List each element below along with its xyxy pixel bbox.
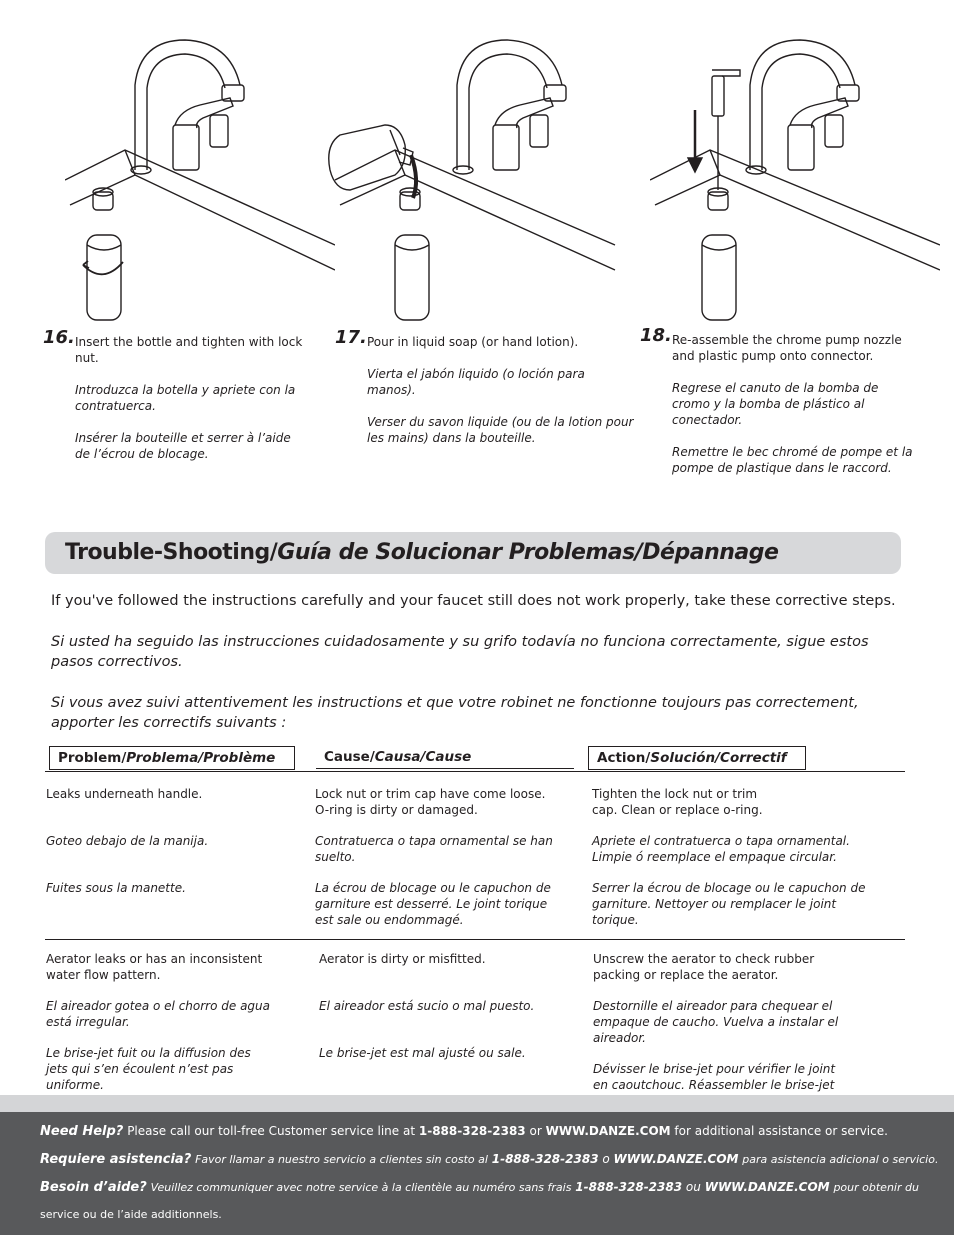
phone-number[interactable]: 1-888-328-2383 <box>418 1124 526 1138</box>
step-text-en: Re-assemble the chrome pump nozzle and plastic pump onto connector. <box>672 333 902 363</box>
step-16-illustration <box>65 30 335 325</box>
website-link[interactable]: WWW.DANZE.COM <box>613 1152 739 1166</box>
help-text: Please call our toll-free Customer service line at <box>127 1124 416 1138</box>
text-fr: Dévisser le brise-jet pour vérifier le joint en caoutchouc. Réassembler le brise-jet <box>593 1062 836 1092</box>
text-es: Contratuerca o tapa ornamental se han suelto. <box>315 834 553 864</box>
header-action <box>588 746 806 770</box>
help-text: Favor llamar a nuestro servicio a clientes sin costo al <box>195 1153 488 1166</box>
row1-cause <box>315 786 555 943</box>
row2-problem <box>46 951 271 1108</box>
title-en: Trouble-Shooting/ <box>65 540 278 565</box>
header-en: Cause/ <box>324 749 375 765</box>
step-number: 17. <box>335 327 367 348</box>
help-text: para asistencia adicional o servicio. <box>742 1153 939 1166</box>
header-en: Problem/ <box>58 750 127 766</box>
text-fr: Le brise-jet est mal ajusté ou sale. <box>319 1046 526 1060</box>
text-es: Apriete el contratuerca o tapa ornamental. Limpie ó reemplace el empaque circular. <box>592 834 850 864</box>
step-18 <box>640 325 915 492</box>
troubleshooting-banner <box>45 532 901 574</box>
footer <box>0 1095 954 1235</box>
row2-cause <box>319 951 559 1076</box>
row1-problem <box>46 786 296 911</box>
website-link[interactable]: WWW.DANZE.COM <box>704 1180 830 1194</box>
footer-help <box>0 1112 954 1235</box>
step-text-es: Regrese el canuto de la bomba de cromo y la bomba de plástico al conectador. <box>672 381 879 427</box>
text-es: El aireador está sucio o mal puesto. <box>319 999 535 1013</box>
text-fr: Fuites sous la manette. <box>46 881 186 895</box>
help-text: pour obtenir du <box>833 1181 919 1194</box>
help-or: ou <box>685 1180 701 1194</box>
header-en: Action/ <box>597 750 651 766</box>
intro-en: If you've followed the instructions carefully and your faucet still does not work properly, take these corrective steps. <box>51 593 896 609</box>
intro-es: Si usted ha seguido las instrucciones cuidadosamente y su grifo todavía no funciona correctamente, sigue estos pasos correctivos. <box>51 634 869 670</box>
text-es: Destornille el aireador para chequear el empaque de caucho. Vuelva a instalar el aireador. <box>593 999 839 1045</box>
footer-band <box>0 1095 954 1112</box>
text-fr: Le brise-jet fuit ou la diffusion des jets qui s’en écoulent n’est pas uniforme. <box>46 1046 251 1092</box>
header-rest: Problema/Problème <box>126 750 276 766</box>
step-text-fr: Remettre le bec chromé de pompe et la pompe de plastique dans le raccord. <box>672 445 913 475</box>
text-en: Tighten the lock nut or trim cap. Clean or replace o-ring. <box>592 787 763 817</box>
text-en: Lock nut or trim cap have come loose. O-ring is dirty or damaged. <box>315 787 546 817</box>
title-es-fr: Guía de Solucionar Problemas/Dépannage <box>277 540 779 565</box>
step-18-illustration <box>650 30 940 325</box>
step-number: 18. <box>640 325 672 346</box>
step-text-es: Introduzca la botella y apriete con la contratuerca. <box>75 383 296 413</box>
text-es: El aireador gotea o el chorro de agua está irregular. <box>46 999 271 1029</box>
step-number: 16. <box>43 327 75 348</box>
text-en: Unscrew the aerator to check rubber packing or replace the aerator. <box>593 952 815 982</box>
phone-number[interactable]: 1-888-328-2383 <box>491 1152 599 1166</box>
row-divider <box>45 939 905 940</box>
website-link[interactable]: WWW.DANZE.COM <box>545 1124 671 1138</box>
text-fr: La écrou de blocage ou le capuchon de garniture est desserré. Le joint torique est sale ou endommagé. <box>315 881 551 927</box>
step-text-es: Vierta el jabón liquido (o loción para manos). <box>367 367 585 397</box>
header-cause <box>316 746 574 769</box>
step-text-fr: Verser du savon liquide (ou de la lotion pour les mains) dans la bouteille. <box>367 415 634 445</box>
header-rest: Solución/Correctif <box>650 750 787 766</box>
help-fr <box>40 1179 919 1196</box>
text-fr: Serrer la écrou de blocage ou le capuchon de garniture. Nettoyer ou remplacer le joint torique. <box>592 881 866 927</box>
help-text: Veuillez communiquer avec notre service à la clientèle au numéro sans frais <box>150 1181 572 1194</box>
troubleshooting-title <box>65 540 778 565</box>
text-es: Goteo debajo de la manija. <box>46 834 209 848</box>
text-en: Aerator leaks or has an inconsistent water flow pattern. <box>46 952 263 982</box>
step-17 <box>335 327 635 462</box>
row1-action <box>592 786 882 943</box>
help-label: Besoin d’aide? <box>40 1180 147 1195</box>
step-17-illustration <box>325 30 625 325</box>
row2-action <box>593 951 883 1108</box>
help-label: Requiere asistencia? <box>40 1152 192 1167</box>
help-label: Need Help? <box>40 1124 124 1139</box>
help-en <box>40 1123 888 1140</box>
header-problem <box>49 746 295 770</box>
step-16 <box>43 327 303 478</box>
intro-fr: Si vous avez suivi attentivement les instructions et que votre robinet ne fonctionne toujours pas correctement, apporter les correctifs suivants : <box>51 695 859 731</box>
help-or: or <box>529 1124 542 1138</box>
help-fr-continued: service ou de l’aide additionnels. <box>40 1208 222 1221</box>
step-text-fr: Insérer la bouteille et serrer à l’aide de l’écrou de blocage. <box>75 431 291 461</box>
help-text: for additional assistance or service. <box>674 1124 888 1138</box>
help-es <box>40 1151 938 1168</box>
step-text-en: Pour in liquid soap (or hand lotion). <box>367 335 579 349</box>
text-en: Leaks underneath handle. <box>46 787 203 801</box>
header-rest: Causa/Cause <box>374 749 472 765</box>
text-en: Aerator is dirty or misfitted. <box>319 952 486 966</box>
header-rule <box>45 771 905 772</box>
phone-number[interactable]: 1-888-328-2383 <box>575 1180 683 1194</box>
help-or: o <box>602 1152 610 1166</box>
step-text-en: Insert the bottle and tighten with lock nut. <box>75 335 303 365</box>
